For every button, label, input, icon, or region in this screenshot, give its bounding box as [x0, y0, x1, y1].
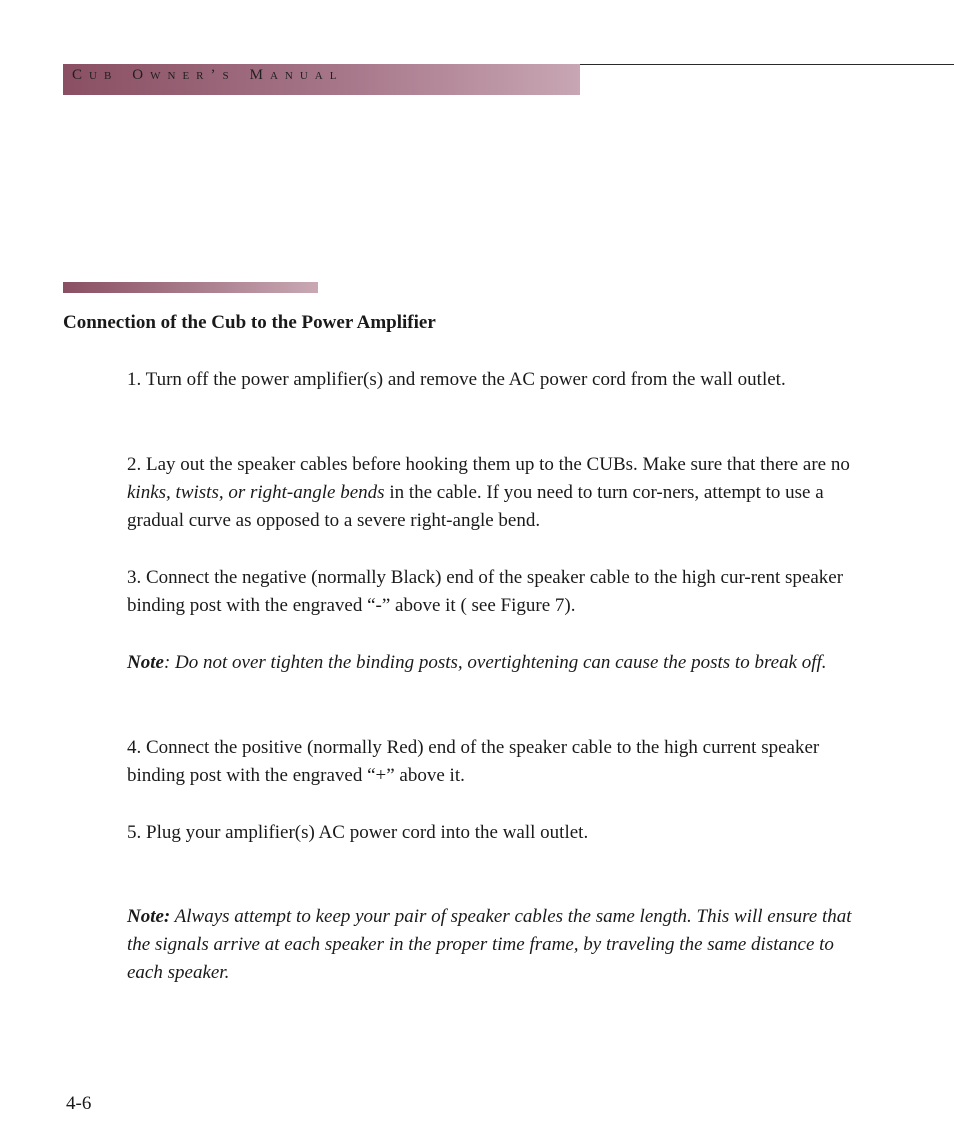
page-number: 4-6 [66, 1093, 92, 1114]
step-2-text-a: 2. Lay out the speaker cables before hooking them up to the CUBs. Make sure that there are no [127, 454, 850, 475]
step-2 [127, 451, 862, 535]
step-1-text: 1. Turn off the power amplifier(s) and remove the AC power cord from the wall outlet. [127, 369, 786, 390]
step-5 [127, 819, 862, 847]
note-1-body: : Do not over tighten the binding posts, overtightening can cause the posts to break off. [163, 652, 827, 673]
step-5-text: 5. Plug your amplifier(s) AC power cord into the wall outlet. [127, 822, 589, 843]
note-1-label: Note [127, 652, 164, 673]
step-3-text: 3. Connect the negative (normally Black) end of the speaker cable to the high cur-rent speaker binding post with the engraved “-” above it ( see Figure 7). [127, 567, 844, 616]
header-word-1: Cub [72, 67, 119, 83]
step-2-text [127, 451, 862, 535]
step-3 [127, 564, 862, 620]
step-2-emphasis: kinks, twists, or right-angle bends [127, 482, 385, 503]
step-2-text-b: in the cable. If you need to turn cor-ners, attempt to use a gradual curve as opposed to a severe right-angle bend. [127, 482, 824, 531]
note-2-body: Always attempt to keep your pair of speaker cables the same length. This will ensure that the signals arrive at each speaker in the proper time frame, by traveling the same distance to each speaker. [127, 906, 852, 983]
section-decorative-bar [63, 282, 318, 293]
running-header-title [72, 67, 343, 84]
header-band [63, 64, 580, 95]
step-1 [127, 366, 862, 394]
step-4-text: 4. Connect the positive (normally Red) end of the speaker cable to the high current speaker binding post with the engraved “+” above it. [127, 737, 820, 786]
section-heading: Connection of the Cub to the Power Amplifier [63, 312, 436, 333]
note-2-text [127, 903, 862, 987]
header-word-2: Owner’s [132, 67, 236, 83]
step-4 [127, 734, 862, 790]
note-2-label: Note: [127, 906, 171, 927]
note-2 [127, 903, 862, 987]
header-word-3: Manual [249, 67, 344, 83]
note-1 [127, 649, 862, 677]
note-1-text [127, 649, 862, 677]
